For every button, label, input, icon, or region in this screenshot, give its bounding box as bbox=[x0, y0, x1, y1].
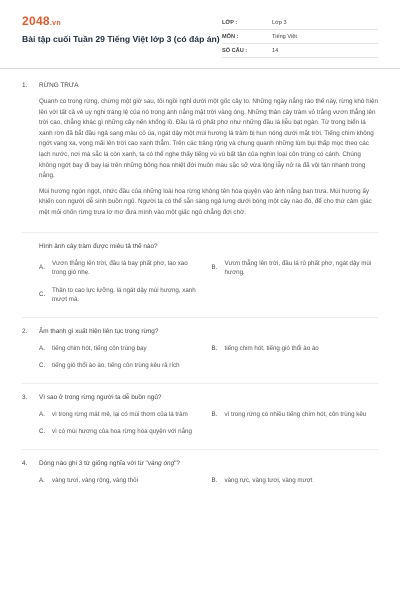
passage-paragraph: Quanh co trong rừng, chừng một giờ sau, tôi ngồi nghỉ dưới một gốc cây to. Những ngày nắng ráo thế này, rừng khô hiện lên với tất cả vẻ uy nghi tráng lệ của nó trong ánh nắng mặt trời vàng óng. Những thân cây tràm vỏ trắng vươn thẳng lên trời cao, chẳng khác gì những cây nến khổng lồ. Đầu lá rủ phất phơ như những đầu lá liễu bạt ngàn. Từ trong biển lá xanh rờn đã bắt đầu ngả sang màu cỏ úa, ngát dậy một mùi hương lá tràm bị hun nóng dưới mặt trời. Tiếng chim không ngớt vang xa, vọng mãi lên trời cao xanh thẳm. Trên các trảng rộng và chung quanh những lùm bụi thấp mọc theo các lạch nước, nơi mà sắc lá còn xanh, ta có thể nghe thấy tiếng vù vù bất tận của nghìn loại côn trùng có cánh. Chúng không ngớt bay đi bay lại trên những bông hoa nhiệt đới muôn màu sặc sỡ vừa lộng lẫy nở ra đã vội tàn nhanh trong nắng. bbox=[39, 98, 379, 180]
meta-row-count bbox=[222, 44, 378, 58]
meta-row-subject bbox=[222, 30, 378, 44]
answer-option-c[interactable] bbox=[39, 361, 206, 371]
option-label: A. bbox=[39, 344, 45, 352]
question-heading bbox=[22, 460, 378, 467]
option-text: tiếng gió thổi ào ào, tiếng côn trùng kêu rả rích bbox=[52, 362, 180, 370]
option-label: A. bbox=[39, 410, 45, 418]
question-separator bbox=[22, 317, 378, 318]
question-number: 3. bbox=[22, 393, 28, 401]
logo-main: 2048 bbox=[22, 14, 50, 28]
header-divider bbox=[0, 68, 400, 69]
meta-value: Tiếng Việt bbox=[272, 33, 297, 40]
option-label: B. bbox=[211, 264, 218, 272]
section-number: 1. bbox=[22, 82, 28, 89]
answer-option-a[interactable] bbox=[39, 259, 206, 278]
option-text: tiếng chim hót, tiếng gió thổi ào ào bbox=[224, 344, 319, 352]
answer-option-a[interactable] bbox=[39, 410, 206, 420]
answer-options bbox=[39, 476, 378, 486]
answer-option-b[interactable] bbox=[212, 259, 379, 278]
question-heading bbox=[22, 394, 378, 401]
option-label: C. bbox=[39, 362, 46, 370]
question-number: 4. bbox=[22, 459, 28, 467]
meta-value: 14 bbox=[272, 47, 279, 54]
option-label: A. bbox=[39, 476, 45, 484]
answer-option-b[interactable] bbox=[212, 410, 379, 420]
answer-options bbox=[39, 259, 378, 305]
question-separator bbox=[22, 383, 378, 384]
option-text: vàng rực, vàng tươi, vàng mượt bbox=[224, 476, 313, 484]
answer-option-a[interactable] bbox=[39, 476, 206, 486]
option-text: tiếng chim hót, tiếng côn trùng bay bbox=[52, 344, 147, 352]
question-heading bbox=[22, 243, 378, 250]
content bbox=[22, 82, 378, 485]
question bbox=[22, 460, 378, 486]
question-number: 2. bbox=[22, 327, 28, 335]
site-logo[interactable] bbox=[22, 14, 61, 28]
prompt-before: Dòng nào ghi 3 từ giống nghĩa với từ " bbox=[39, 459, 148, 467]
question-prompt: Vì sao ở trong rừng người ta dễ buồn ngủ? bbox=[39, 393, 162, 401]
prompt-emphasis: vàng óng bbox=[147, 459, 175, 467]
option-text: Vươn thẳng lên trời, đầu lá rủ phất phơ, ngát dậy mùi hương. bbox=[224, 259, 372, 277]
question-prompt: Âm thanh gì xuất hiện liên tục trong rừng? bbox=[39, 327, 159, 335]
question bbox=[22, 394, 378, 450]
option-label: C. bbox=[39, 428, 46, 436]
meta-table bbox=[222, 16, 378, 58]
answer-options bbox=[39, 344, 378, 371]
logo-suffix: .vn bbox=[49, 20, 61, 27]
answer-option-b[interactable] bbox=[212, 344, 379, 354]
reading-passage bbox=[39, 97, 378, 219]
option-label: C. bbox=[39, 291, 46, 299]
option-text: Thân to cao lực lưỡng, lá ngát dậy mùi hương, xanh mượt mà. bbox=[52, 286, 196, 304]
section-heading bbox=[22, 82, 378, 89]
option-label: B. bbox=[211, 344, 218, 352]
answer-option-c[interactable] bbox=[39, 427, 206, 437]
section-separator bbox=[22, 232, 378, 233]
answer-option-b[interactable] bbox=[212, 476, 379, 486]
question-separator bbox=[22, 449, 378, 450]
section-title: RỪNG TRƯA bbox=[39, 82, 79, 89]
prompt-after: "? bbox=[174, 459, 180, 467]
option-text: vì có mùi hương của hoa rừng hòa quyện với nắng bbox=[52, 428, 192, 436]
question bbox=[22, 328, 378, 384]
option-text: vì trong rừng mát mẻ, lại có mùi thơm của lá tràm bbox=[52, 410, 188, 418]
option-label: A. bbox=[39, 264, 45, 272]
question bbox=[22, 243, 378, 318]
passage-paragraph: Mùi hương ngòn ngọt, nhức đầu của những loài hoa rừng không tên hòa quyện vào ánh nắng ban trưa. Mùi hương ấy khiến con người dễ sinh buồn ngủ. Người ta có thể sẵn sàng ngả lưng dưới bóng một cây nào đó, để cho thứ cảm giác mệt mỏi chốn rừng trưa lơ mơ đưa mình vào một giấc ngủ chẳng đợi chờ. bbox=[39, 187, 372, 216]
meta-value: Lớp 3 bbox=[272, 19, 287, 26]
meta-key: LỚP : bbox=[222, 19, 238, 26]
meta-key: SỐ CÂU : bbox=[222, 47, 248, 54]
question-prompt: Hình ảnh cây tràm được miêu tả thế nào? bbox=[39, 242, 158, 250]
option-text: Vươn thẳng lên trời, đầu lá bay phất phơ, lao xao trong gió nhẹ. bbox=[52, 259, 188, 277]
answer-option-a[interactable] bbox=[39, 344, 206, 354]
answer-option-c[interactable] bbox=[39, 286, 206, 305]
meta-key: MÔN : bbox=[222, 33, 239, 40]
question-number bbox=[22, 243, 39, 250]
question-prompt bbox=[39, 460, 180, 467]
header bbox=[22, 12, 378, 62]
option-text: vì trong rừng có nhiều tiếng chim hót, côn trùng kêu bbox=[224, 410, 367, 418]
meta-row-class bbox=[222, 16, 378, 30]
question-heading bbox=[22, 328, 378, 335]
answer-options bbox=[39, 410, 378, 437]
option-label: B. bbox=[211, 410, 218, 418]
option-text: vàng tươi, vàng rộng, vàng thỏi bbox=[52, 476, 138, 484]
document-title: Bài tập cuối Tuần 29 Tiếng Việt lớp 3 (có đáp án) bbox=[22, 34, 220, 44]
option-label: B. bbox=[211, 476, 218, 484]
